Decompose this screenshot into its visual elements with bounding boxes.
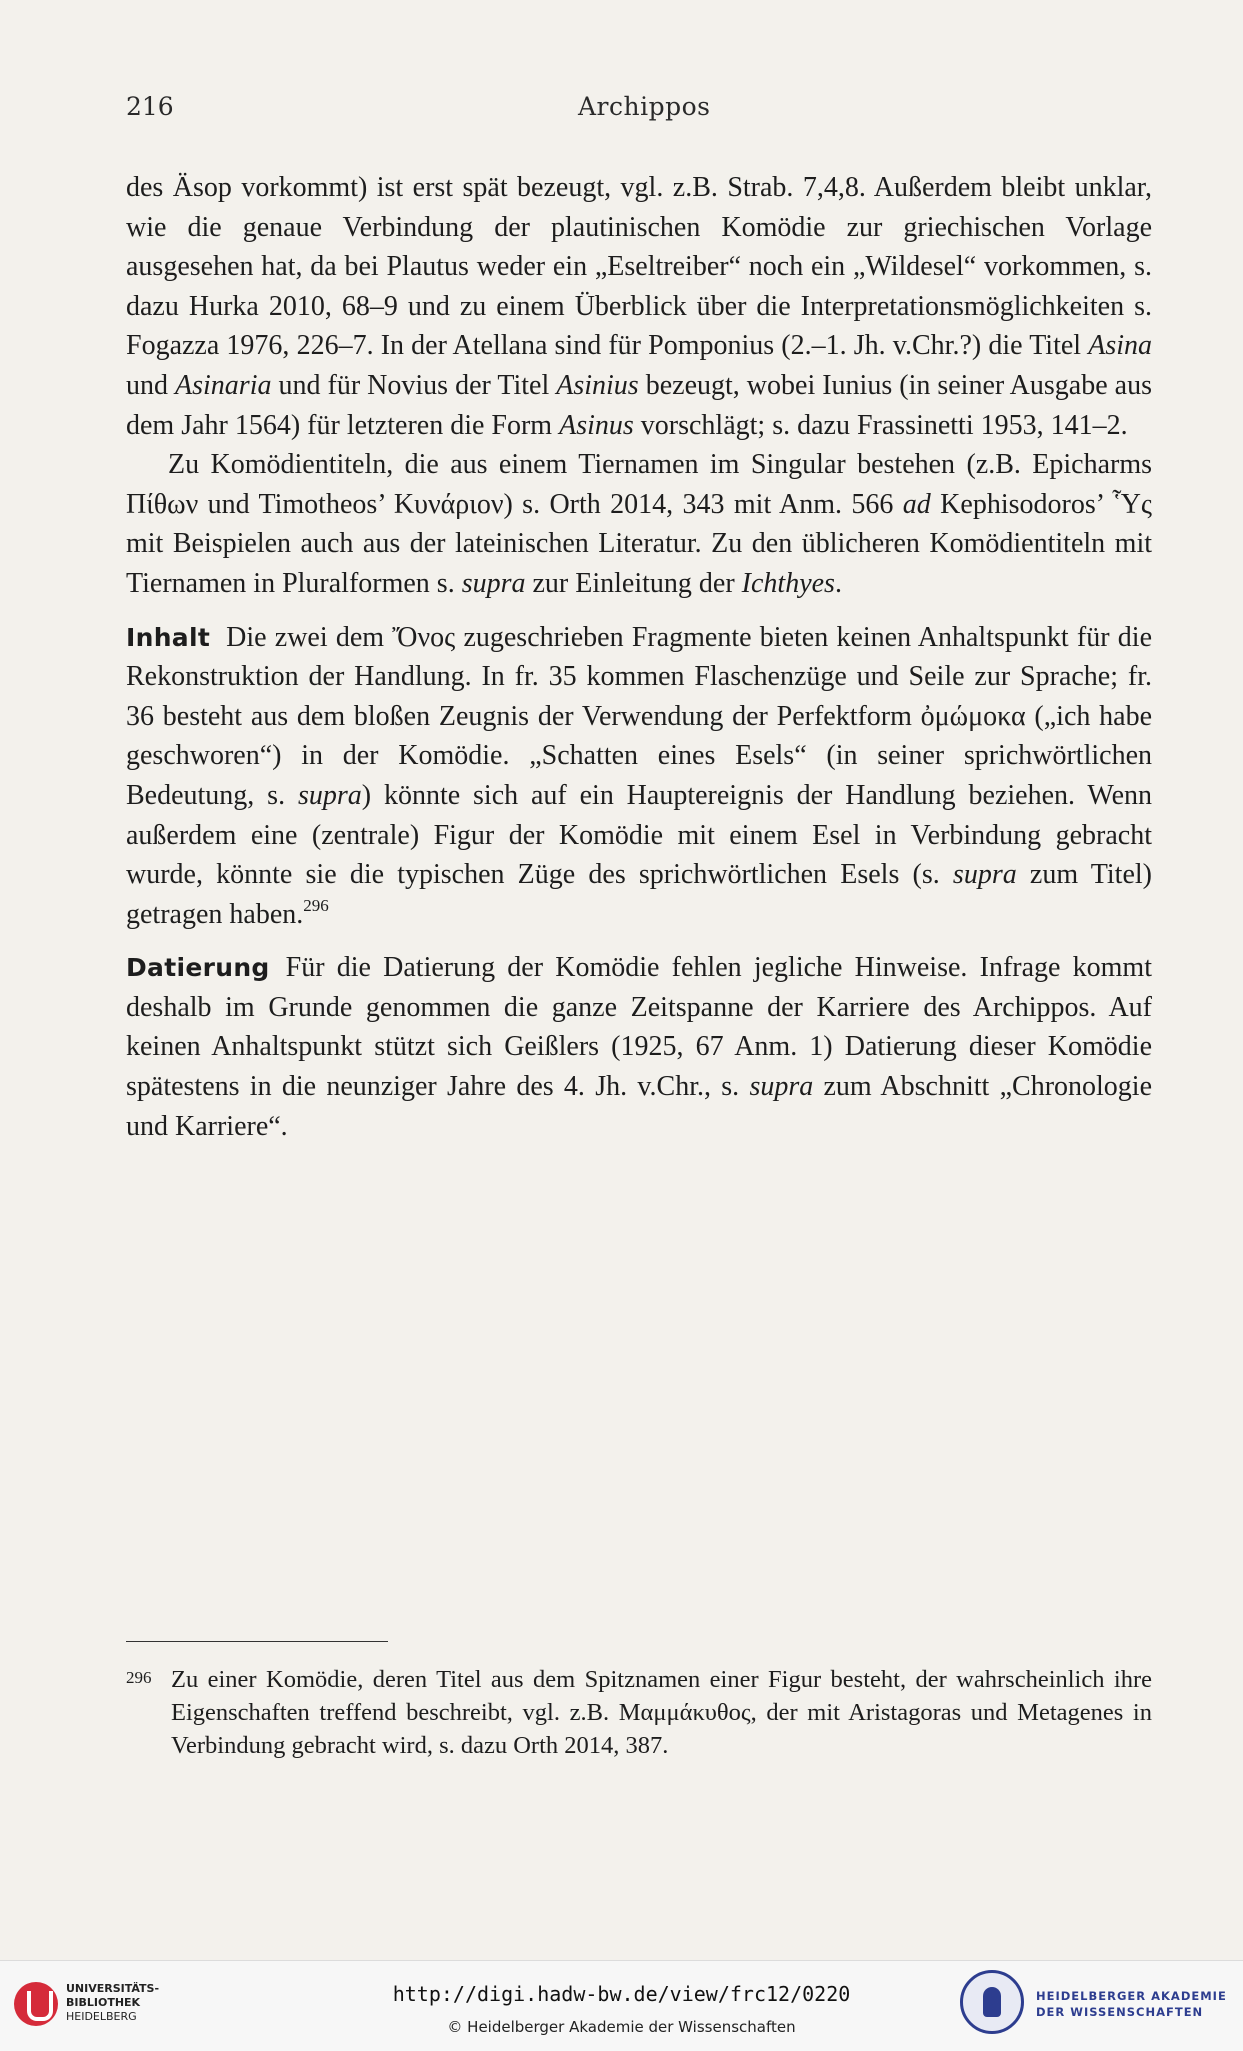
italic-title: Asinus [559,409,634,441]
text-run: zum Titel) getragen haben. [126,859,1152,930]
academy-name-line: HEIDELBERGER AKADEMIE [1036,1989,1227,2003]
section-datierung [126,948,1152,1146]
section-heading-inhalt: Inhalt [126,622,211,652]
footnote-text: Zu einer Komödie, deren Titel aus dem Spitznamen einer Figur besteht, der wahrscheinlich ihre Eigenschaften treffend beschreibt, vgl. z.B. Μαμμάκυθος, der mit Aristagoras und Metagenes in Verbindung gebracht wird, s. dazu Orth 2014, 387. [171,1666,1152,1759]
italic-word: supra [952,859,1017,891]
paragraph-intro [126,168,1152,445]
text-run: Für die Datierung der Komödie fehlen jegliche Hinweise. Infrage kommt deshalb im Grunde genommen die ganze Zeitspanne der Karriere des Archippos. Auf keinen Anhaltspunkt stützt sich Geißlers (1925, 67 Anm. 1) Datierung dieser Komödie spätestens in die neunziger Jahre des 4. Jh. v.Chr., s. [126,952,1152,1103]
text-run: Die zwei dem Ὄνος zugeschrieben Fragmente bieten keinen Anhaltspunkt für die Rekonstruktion der Handlung. In fr. 35 kommen Flaschenzüge und Seile zur Sprache; fr. 36 besteht aus dem bloßen Zeugnis der Verwendung der Perfektform ὀμώμοκα („ich habe geschworen“) in der Komödie. „Schatten eines Esels“ (in seiner sprichwörtlichen Bedeutung, s. [126,621,1152,811]
academy-name-line: DER WISSENSCHAFTEN [1036,2005,1204,2019]
text-run: und [126,369,176,401]
hadw-seal-icon [960,1970,1024,2034]
section-inhalt [126,618,1152,935]
footnote-number: 296 [126,1668,152,1687]
library-name-line: BIBLIOTHEK [66,1996,141,2009]
italic-word: ad [902,488,931,520]
footnote-reference[interactable]: 296 [303,895,329,915]
italic-word: supra [461,567,526,599]
text-run: Zu Komödientiteln, die aus einem Tiernamen im Singular bestehen (z.B. Epicharms Πίθων und Timotheos’ Κυνάριον) s. Orth 2014, 343 mit Anm. 566 [126,449,1152,520]
text-run: zur Einleitung der [525,567,742,599]
italic-title: Asinaria [175,369,272,401]
italic-title: Asina [1088,330,1153,362]
italic-word: supra [297,779,362,811]
text-run: und für Novius der Titel [271,369,557,401]
italic-word: supra [749,1071,814,1103]
footnote-296 [126,1663,1152,1762]
academy-logo[interactable] [960,1968,1230,2040]
library-name-line: HEIDELBERG [66,2010,137,2023]
permalink-url[interactable]: http://digi.hadw-bw.de/view/frc12/0220 [392,1982,851,2006]
text-run: . [834,567,842,599]
copyright-notice: © Heidelberger Akademie der Wissenschaften [447,2018,796,2036]
italic-title: Asinius [556,369,639,401]
italic-title: Ichthyes [741,567,835,599]
paragraph-titles [126,445,1152,603]
text-run: ) könnte sich auf ein Hauptereignis der Handlung beziehen. Wenn außerdem eine (zentrale) Figur der Komödie mit einem Esel in Verbindung gebracht wurde, könnte sie die typischen Züge des sprichwörtlichen Esels (s. [126,779,1152,891]
academy-name [1036,1988,1227,2020]
library-name-line: UNIVERSITÄTS- [66,1982,160,1995]
text-run: vorschlägt; s. dazu Frassinetti 1953, 141–2. [633,409,1128,441]
text-run: bezeugt, wobei Iunius (in seiner Ausgabe aus dem Jahr 1564) für letzteren die Form [126,369,1152,441]
text-run: zum Abschnitt „Chronologie und Karriere“. [126,1071,1153,1142]
main-text [126,168,1152,1146]
running-title: Archippos [578,92,711,121]
page-number: 216 [126,92,174,121]
footnote-divider [126,1641,388,1642]
text-run: Kephisodoros’ Ὗς mit Beispielen auch aus der lateinischen Literatur. Zu den üblicheren Komödientiteln mit Tiernamen in Pluralformen s. [126,488,1152,599]
section-heading-datierung: Datierung [126,953,270,983]
text-run: des Äsop vorkommt) ist erst spät bezeugt, vgl. z.B. Strab. 7,4,8. Außerdem bleibt unklar, wie die genaue Verbindung der plautinischen Komödie zur griechischen Vorlage ausgesehen hat, da bei Plautus weder ein „Eseltreiber“ noch ein „Wildesel“ vorkommen, s. dazu Hurka 2010, 68–9 und zu einem Überblick über die Interpretationsmöglichkeiten s. Fogazza 1976, 226–7. In der Atellana sind für Pomponius (2.–1. Jh. v.Chr.?) die Titel [126,172,1152,362]
